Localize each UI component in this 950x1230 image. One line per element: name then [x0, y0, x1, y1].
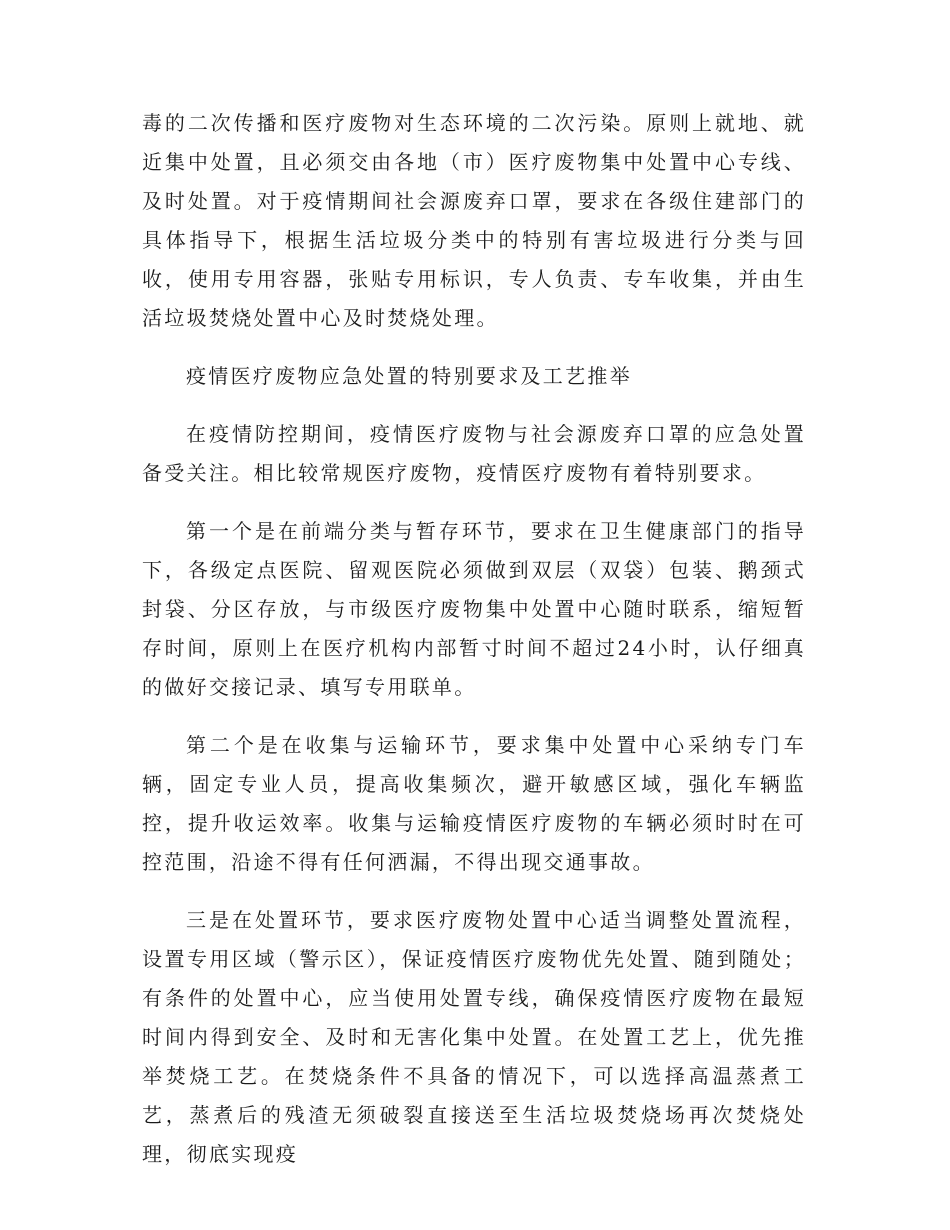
section-heading: 疫情医疗废物应急处置的特别要求及工艺推举	[186, 364, 632, 388]
paragraph-intro: 在疫情防控期间，疫情医疗废物与社会源废弃口罩的应急处置备受关注。相比较常规医疗废物，疫情医疗废物有着特别要求。	[142, 422, 806, 485]
paragraph-third-requirement: 三是在处置环节，要求医疗废物处置中心适当调整处置流程，设置专用区域（警示区），保证疫情医疗废物优先处置、随到随处；有条件的处置中心，应当使用处置专线，确保疫情医疗废物在最短时间内得到安全、及时和无害化集中处置。在处置工艺上，优先推举焚烧工艺。在焚烧条件不具备的情况下，可以选择高温蒸煮工艺，蒸煮后的残渣无须破裂直接送至生活垃圾焚烧场再次焚烧处理，彻底实现疫	[142, 908, 806, 1166]
paragraph-first-requirement: 第一个是在前端分类与暂存环节，要求在卫生健康部门的指导下，各级定点医院、留观医院必须做到双层（双袋）包装、鹅颈式封袋、分区存放，与市级医疗废物集中处置中心随时联系，缩短暂存时间，原则上在医疗机构内部暂寸时间不超过24小时，认仔细真的做好交接记录、填写专用联单。	[142, 519, 806, 699]
paragraph-second-requirement: 第二个是在收集与运输环节，要求集中处置中心采纳专门车辆，固定专业人员，提高收集频次，避开敏感区域，强化车辆监控，提升收运效率。收集与运输疫情医疗废物的车辆必须时时在可控范围，沿途不得有任何洒漏，不得出现交通事故。	[142, 733, 806, 874]
document-body	[142, 104, 806, 1193]
paragraph-continuation: 毒的二次传播和医疗废物对生态环境的二次污染。原则上就地、就近集中处置，且必须交由各地（市）医疗废物集中处置中心专线、及时处置。对于疫情期间社会源废弃口罩，要求在各级住建部门的具体指导下，根据生活垃圾分类中的特别有害垃圾进行分类与回收，使用专用容器，张贴专用标识，专人负责、专车收集，并由生活垃圾焚烧处置中心及时焚烧处理。	[142, 111, 806, 330]
